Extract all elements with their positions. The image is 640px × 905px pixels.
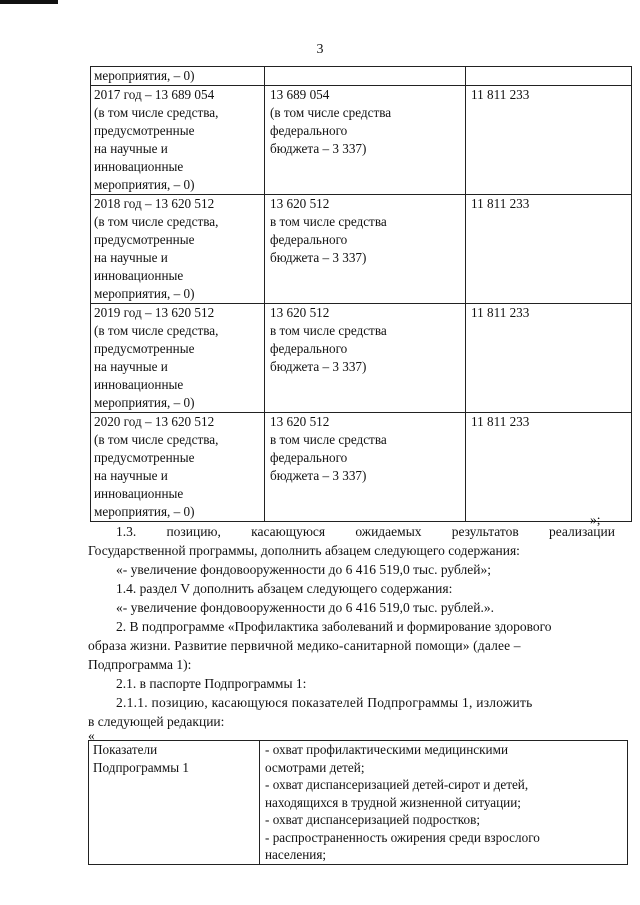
funding-cell-col3 xyxy=(466,67,632,86)
paragraph-7-line-1: 2.1.1. позицию, касающуюся показателей Подпрограммы 1, изложить xyxy=(116,695,533,710)
funding-cell-col2 xyxy=(265,86,466,195)
cell-line: предусмотренные xyxy=(94,232,195,247)
funding-cell-col2 xyxy=(265,67,466,86)
cell-line: 2020 год – 13 620 512 xyxy=(94,414,215,429)
cell-line: инновационные xyxy=(94,377,184,392)
cell-line: на научные и xyxy=(94,359,168,374)
corner-mark xyxy=(0,0,58,4)
indicator-item-line: - охват диспансеризацией детей-сирот и детей, xyxy=(265,777,529,792)
cell-line: на научные и xyxy=(94,468,168,483)
funding-cell-col1 xyxy=(91,304,265,413)
indicator-item-line: находящихся в трудной жизненной ситуации; xyxy=(265,794,521,810)
cell-line: мероприятия, – 0) xyxy=(94,68,195,83)
indicator-item-line: населения; xyxy=(265,847,327,862)
cell-line: бюджета – 3 337) xyxy=(270,250,367,265)
cell-line: федерального xyxy=(270,341,348,356)
open-quote: « xyxy=(88,728,95,743)
paragraph-1-line-2: Государственной программы, дополнить абзацем следующего содержания: xyxy=(88,543,520,558)
cell-line: 11 811 233 xyxy=(471,414,530,429)
indicators-items-cell xyxy=(260,741,628,865)
cell-line: предусмотренные xyxy=(94,341,195,356)
word: позицию, xyxy=(166,524,221,539)
cell-line: инновационные xyxy=(94,268,184,283)
paragraph-1-line-1 xyxy=(116,523,615,542)
funding-table xyxy=(90,66,632,522)
funding-cell-col1 xyxy=(91,67,265,86)
cell-line: бюджета – 3 337) xyxy=(270,141,367,156)
paragraph-5-line-2: образа жизни. Развитие первичной медико-санитарной помощи» (далее – xyxy=(88,638,521,653)
paragraph-2: «- увеличение фондовооруженности до 6 416 519,0 тыс. рублей»; xyxy=(116,562,491,577)
cell-line: 2018 год – 13 620 512 xyxy=(94,196,215,211)
cell-line: предусмотренные xyxy=(94,123,195,138)
cell-line: мероприятия, – 0) xyxy=(94,177,195,192)
funding-row xyxy=(91,67,632,86)
cell-line: на научные и xyxy=(94,141,168,156)
indicator-item-line: - распространенность ожирения среди взрослого xyxy=(265,829,540,845)
cell-line: 2019 год – 13 620 512 xyxy=(94,305,215,320)
indicator-item-line: осмотрами детей; xyxy=(265,759,365,775)
indicator-label-line: Подпрограммы 1 xyxy=(93,759,189,775)
funding-cell-col3 xyxy=(466,304,632,413)
funding-cell-col2 xyxy=(265,304,466,413)
cell-line: (в том числе средства, xyxy=(94,323,219,338)
indicator-item-line: - охват профилактическими медицинскими xyxy=(265,742,509,757)
funding-cell-col1 xyxy=(91,86,265,195)
word: касающуюся xyxy=(251,524,326,539)
funding-cell-col1 xyxy=(91,413,265,522)
funding-cell-col2 xyxy=(265,413,466,522)
paragraph-7-line-2: в следующей редакции: xyxy=(88,714,225,729)
indicator-label-line: Показатели xyxy=(93,742,158,757)
cell-line: 11 811 233 xyxy=(471,196,530,211)
closing-quote: »; xyxy=(590,512,601,527)
funding-row xyxy=(91,304,632,413)
paragraph-5-line-1: 2. В подпрограмме «Профилактика заболеваний и формирование здорового xyxy=(116,619,552,634)
paragraph-3: 1.4. раздел V дополнить абзацем следующего содержания: xyxy=(116,581,453,596)
cell-line: федерального xyxy=(270,450,348,465)
indicators-table xyxy=(88,740,628,865)
funding-cell-col2 xyxy=(265,195,466,304)
cell-line: в том числе средства xyxy=(270,323,387,338)
cell-line: мероприятия, – 0) xyxy=(94,395,195,410)
cell-line: 13 620 512 xyxy=(270,414,330,429)
word: реализации xyxy=(548,524,615,539)
funding-cell-col1 xyxy=(91,195,265,304)
cell-line: на научные и xyxy=(94,250,168,265)
paragraph-5-line-3: Подпрограмма 1): xyxy=(88,657,192,672)
word: 1.3. xyxy=(116,524,137,539)
cell-line: 11 811 233 xyxy=(471,87,530,102)
cell-line: 2017 год – 13 689 054 xyxy=(94,87,215,102)
cell-line: бюджета – 3 337) xyxy=(270,468,367,483)
word: результатов xyxy=(451,524,519,539)
cell-line: в том числе средства xyxy=(270,432,387,447)
cell-line: федерального xyxy=(270,232,348,247)
cell-line: (в том числе средства xyxy=(270,105,392,120)
cell-line: (в том числе средства, xyxy=(94,105,219,120)
cell-line: (в том числе средства, xyxy=(94,432,219,447)
page-number: 3 xyxy=(316,42,324,57)
indicators-label-cell xyxy=(89,741,260,865)
cell-line: мероприятия, – 0) xyxy=(94,286,195,301)
cell-line: предусмотренные xyxy=(94,450,195,465)
funding-row xyxy=(91,413,632,522)
word: ожидаемых xyxy=(355,524,422,539)
funding-cell-col3 xyxy=(466,86,632,195)
indicator-item-line: - охват диспансеризацией подростков; xyxy=(265,812,480,827)
cell-line: (в том числе средства, xyxy=(94,214,219,229)
cell-line: 13 620 512 xyxy=(270,196,330,211)
cell-line: федерального xyxy=(270,123,348,138)
funding-cell-col3 xyxy=(466,195,632,304)
funding-cell-col3 xyxy=(466,413,632,522)
paragraph-6: 2.1. в паспорте Подпрограммы 1: xyxy=(116,676,307,691)
cell-line: 13 620 512 xyxy=(270,305,330,320)
cell-line: мероприятия, – 0) xyxy=(94,504,195,519)
cell-line: инновационные xyxy=(94,486,184,501)
cell-line: 11 811 233 xyxy=(471,305,530,320)
cell-line: 13 689 054 xyxy=(270,87,330,102)
paragraph-4: «- увеличение фондовооруженности до 6 416 519,0 тыс. рублей.». xyxy=(116,600,494,615)
cell-line: бюджета – 3 337) xyxy=(270,359,367,374)
funding-row xyxy=(91,86,632,195)
funding-row xyxy=(91,195,632,304)
cell-line: инновационные xyxy=(94,159,184,174)
cell-line: в том числе средства xyxy=(270,214,387,229)
